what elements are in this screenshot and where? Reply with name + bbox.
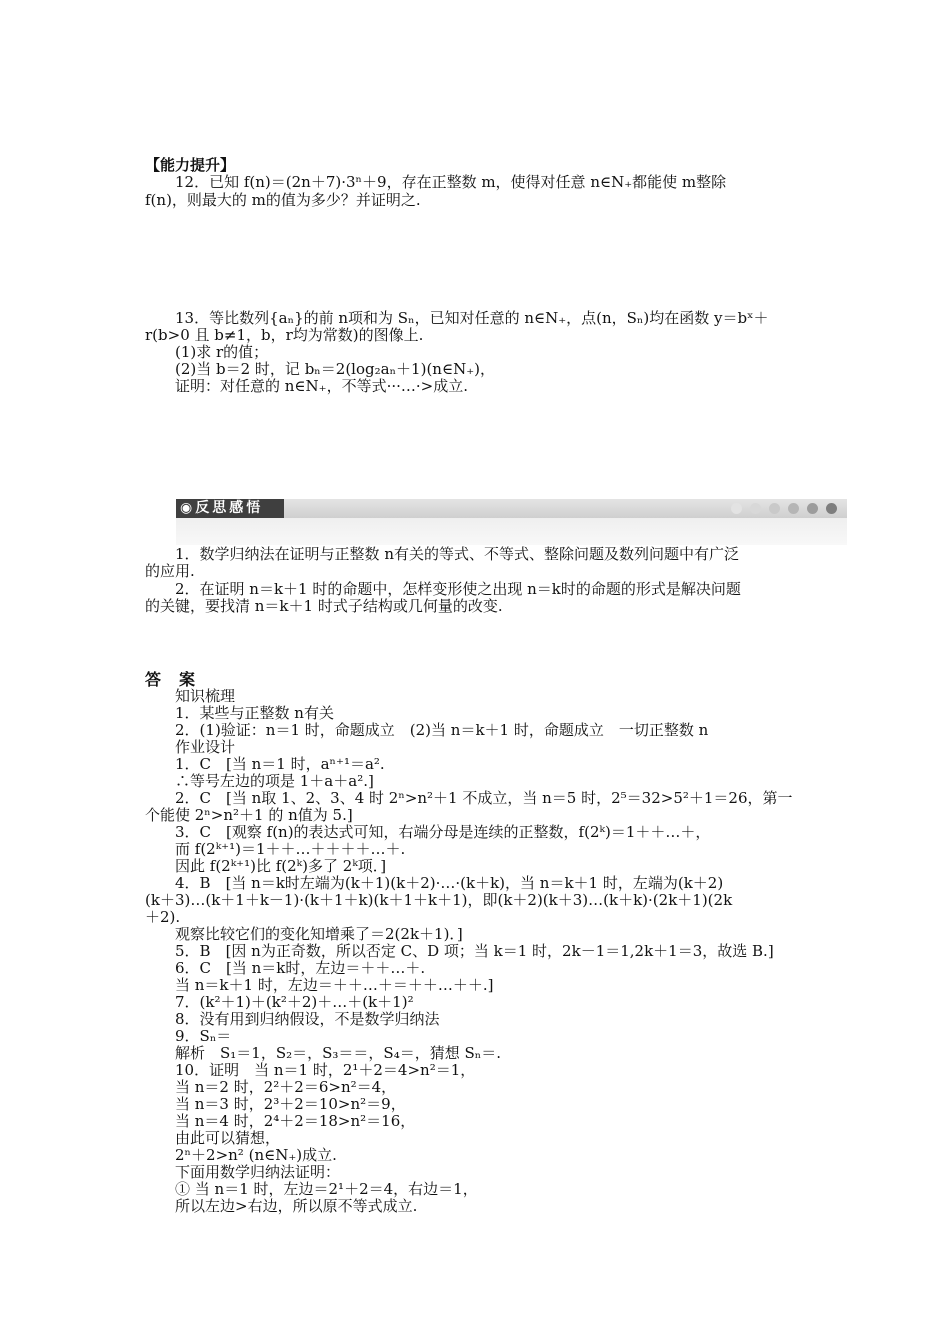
reflection-p2-line-2: 的关键，要找清 n＝k＋1 时式子结构或几何量的改变.	[145, 597, 503, 615]
answer-line: 而 f(2ᵏ⁺¹)＝1＋＋…＋＋＋＋…＋.	[175, 840, 406, 858]
reflection-p2-line-1: 2．在证明 n＝k＋1 时的命题中，怎样变形使之出现 n＝k时的命题的形式是解决问题	[175, 580, 741, 598]
answer-line: 7．(k²＋1)＋(k²＋2)＋…＋(k＋1)²	[175, 993, 414, 1011]
answer-line: ∴等号左边的项是 1＋a＋a².]	[175, 772, 374, 790]
reflection-p1-line-2: 的应用.	[145, 562, 195, 580]
ability-heading: 【能力提升】	[145, 156, 236, 174]
q12-line-2: f(n)，则最大的 m的值为多少？并证明之.	[145, 191, 421, 209]
dot-icon	[731, 503, 742, 514]
q13-line-5: 证明：对任意的 n∈N₊，不等式···…·>成立.	[175, 377, 468, 395]
answer-line: 5．B [因 n为正奇数，所以否定 C、D 项；当 k＝1 时，2k－1＝1,2k＋1＝3，故选 B.]	[175, 942, 774, 960]
answer-line: ＋2).	[145, 908, 181, 926]
q12-line-1: 12．已知 f(n)＝(2n＋7)·3ⁿ＋9，存在正整数 m，使得对任意 n∈N₊都能使 m整除	[175, 173, 727, 191]
answer-line: 1．某些与正整数 n有关	[175, 704, 334, 722]
dot-icon	[826, 503, 837, 514]
dot-icon	[788, 503, 799, 514]
q13-line-3: (1)求 r的值；	[175, 343, 269, 361]
answer-line: 下面用数学归纳法证明：	[175, 1163, 341, 1181]
answer-line: 2．(1)验证：n＝1 时，命题成立 (2)当 n＝k＋1 时，命题成立 一切正整数 n	[175, 721, 709, 739]
answer-line: 6．C [当 n＝k时，左边＝＋＋…＋.	[175, 959, 426, 977]
answer-line: (k＋3)…(k＋1＋k－1)·(k＋1＋k)(k＋1＋k＋1)，即(k＋2)(k＋3)…(k＋k)·(2k＋1)(2k	[145, 891, 733, 909]
answer-line: 由此可以猜想，	[175, 1129, 281, 1147]
banner-shade	[176, 518, 847, 545]
answer-line: 解析 S₁＝1，S₂＝，S₃＝＝，S₄＝，猜想 Sₙ＝.	[175, 1044, 502, 1062]
q13-line-1: 13．等比数列{aₙ}的前 n项和为 Sₙ，已知对任意的 n∈N₊，点(n，Sₙ)均在函数 y＝bˣ＋	[175, 309, 769, 327]
answer-line: 3．C [观察 f(n)的表达式可知，右端分母是连续的正整数，f(2ᵏ)＝1＋＋…＋，	[175, 823, 711, 841]
answer-line: 4．B [当 n＝k时左端为(k＋1)(k＋2)·…·(k＋k)，当 n＝k＋1 时，左端为(k＋2)	[175, 874, 724, 892]
answer-line: 当 n＝3 时，2³＋2＝10>n²＝9，	[175, 1095, 406, 1113]
banner-dots	[731, 503, 837, 514]
reflection-title: 反思感悟	[195, 500, 264, 516]
q13-line-4: (2)当 b＝2 时，记 bₙ＝2(log₂aₙ＋1)(n∈N₊)，	[175, 360, 495, 378]
answer-line: 观察比较它们的变化知增乘了＝2(2k＋1)．]	[175, 925, 463, 943]
dot-icon	[807, 503, 818, 514]
q13-line-2: r(b>0 且 b≠1，b，r均为常数)的图像上.	[145, 326, 424, 344]
answer-line: ① 当 n＝1 时，左边＝2¹＋2＝4，右边＝1，	[175, 1180, 478, 1198]
answer-line: 当 n＝4 时，2⁴＋2＝18>n²＝16，	[175, 1112, 416, 1130]
reflection-p1-line-1: 1．数学归纳法在证明与正整数 n有关的等式、不等式、整除问题及数列问题中有广泛	[175, 545, 739, 563]
reflection-banner	[176, 499, 847, 545]
answer-line: 作业设计	[175, 738, 236, 756]
answer-line: 当 n＝2 时，2²＋2＝6>n²＝4，	[175, 1078, 397, 1096]
answer-line: 当 n＝k＋1 时，左边＝＋＋…＋＝＋＋…＋＋.]	[175, 976, 494, 994]
dot-icon	[750, 503, 761, 514]
answers-title: 答案	[145, 670, 214, 689]
answer-line: 2．C [当 n取 1、2、3、4 时 2ⁿ>n²＋1 不成立，当 n＝5 时，2⁵＝32>5²＋1＝26，第一	[175, 789, 793, 807]
answer-line: 因此 f(2ᵏ⁺¹)比 f(2ᵏ)多了 2ᵏ项．]	[175, 857, 387, 875]
target-icon: ◉	[180, 500, 193, 516]
answer-line: 所以左边>右边，所以原不等式成立.	[175, 1197, 418, 1215]
answer-line: 10．证明 当 n＝1 时，2¹＋2＝4>n²＝1，	[175, 1061, 476, 1079]
answer-line: 知识梳理	[175, 687, 236, 705]
answer-line: 1．C [当 n＝1 时，aⁿ⁺¹＝a².	[175, 755, 385, 773]
answer-line: 个能使 2ⁿ>n²＋1 的 n值为 5.]	[145, 806, 353, 824]
dot-icon	[769, 503, 780, 514]
answer-line: 2ⁿ＋2>n² (n∈N₊)成立.	[175, 1146, 337, 1164]
answer-line: 9．Sₙ＝	[175, 1027, 232, 1045]
reflection-tab	[176, 499, 284, 518]
answer-line: 8．没有用到归纳假设，不是数学归纳法	[175, 1010, 440, 1028]
